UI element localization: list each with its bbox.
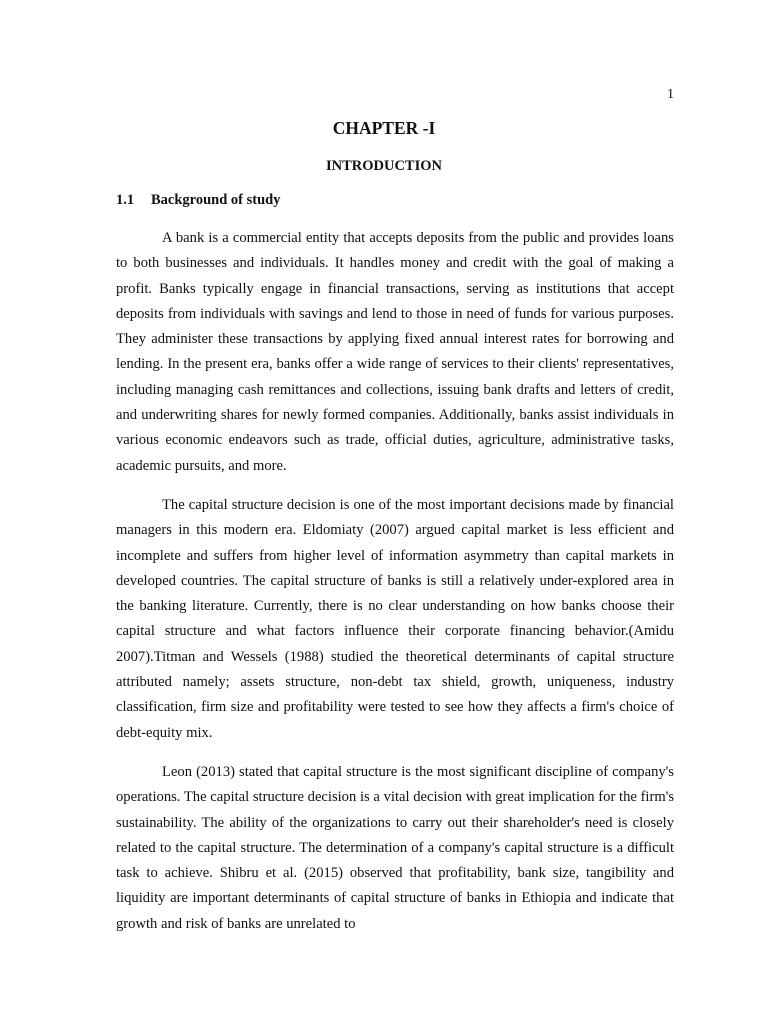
subsection-number: 1.1 — [116, 192, 135, 208]
paragraph: A bank is a commercial entity that accepts deposits from the public and provides loans to both businesses and individuals. It handles money and credit with the goal of making a profit. Banks typically engage in financial transactions, serving as institutions that accept deposits from individuals with savings and lend to those in need of funds for various purposes. They administer these transactions by applying fixed annual interest rates for borrowing and lending. In the present era, banks offer a wide range of services to their clients' representatives, including managing cash remittances and collections, issuing bank drafts and letters of credit, and underwriting shares for newly formed companies. Additionally, banks assist individuals in various economic endeavors such as trade, official duties, agriculture, administrative tasks, academic pursuits, and more. — [116, 230, 674, 474]
paragraph: The capital structure decision is one of the most important decisions made by financial managers in this modern era. Eldomiaty (2007) argued capital market is less efficient and incomplete and suffers from higher level of information asymmetry than capital markets in developed countries. The capital structure of banks is still a relatively under-explored area in the banking literature. Currently, there is no clear understanding on how banks choose their capital structure and what factors influence their corporate financing behavior.(Amidu 2007).Titman and Wessels (1988) studied the theoretical determinants of capital structure attributed namely; assets structure, non-debt tax shield, growth, uniqueness, industry classification, firm size and profitability were tested to see how they affects a firm's choice of debt-equity mix. — [116, 496, 674, 741]
page-number: 1 — [667, 87, 674, 102]
chapter-title: CHAPTER -I — [332, 118, 436, 138]
subsection-title: Background of study — [151, 192, 281, 208]
section-title: INTRODUCTION — [325, 158, 442, 174]
body-text — [116, 226, 674, 951]
subsection-heading — [116, 191, 280, 209]
paragraph: Leon (2013) stated that capital structure is the most significant discipline of company's operations. The capital structure decision is a vital decision with great implication for the firm's sustainability. The ability of the organizations to carry out their shareholder's need is closely related to the capital structure. The determination of a company's capital structure is a difficult task to achieve. Shibru et al. (2015) observed that profitability, bank size, tangibility and liquidity are important determinants of capital structure of banks in Ethiopia and indicate that growth and risk of banks are unrelated to — [116, 763, 674, 932]
